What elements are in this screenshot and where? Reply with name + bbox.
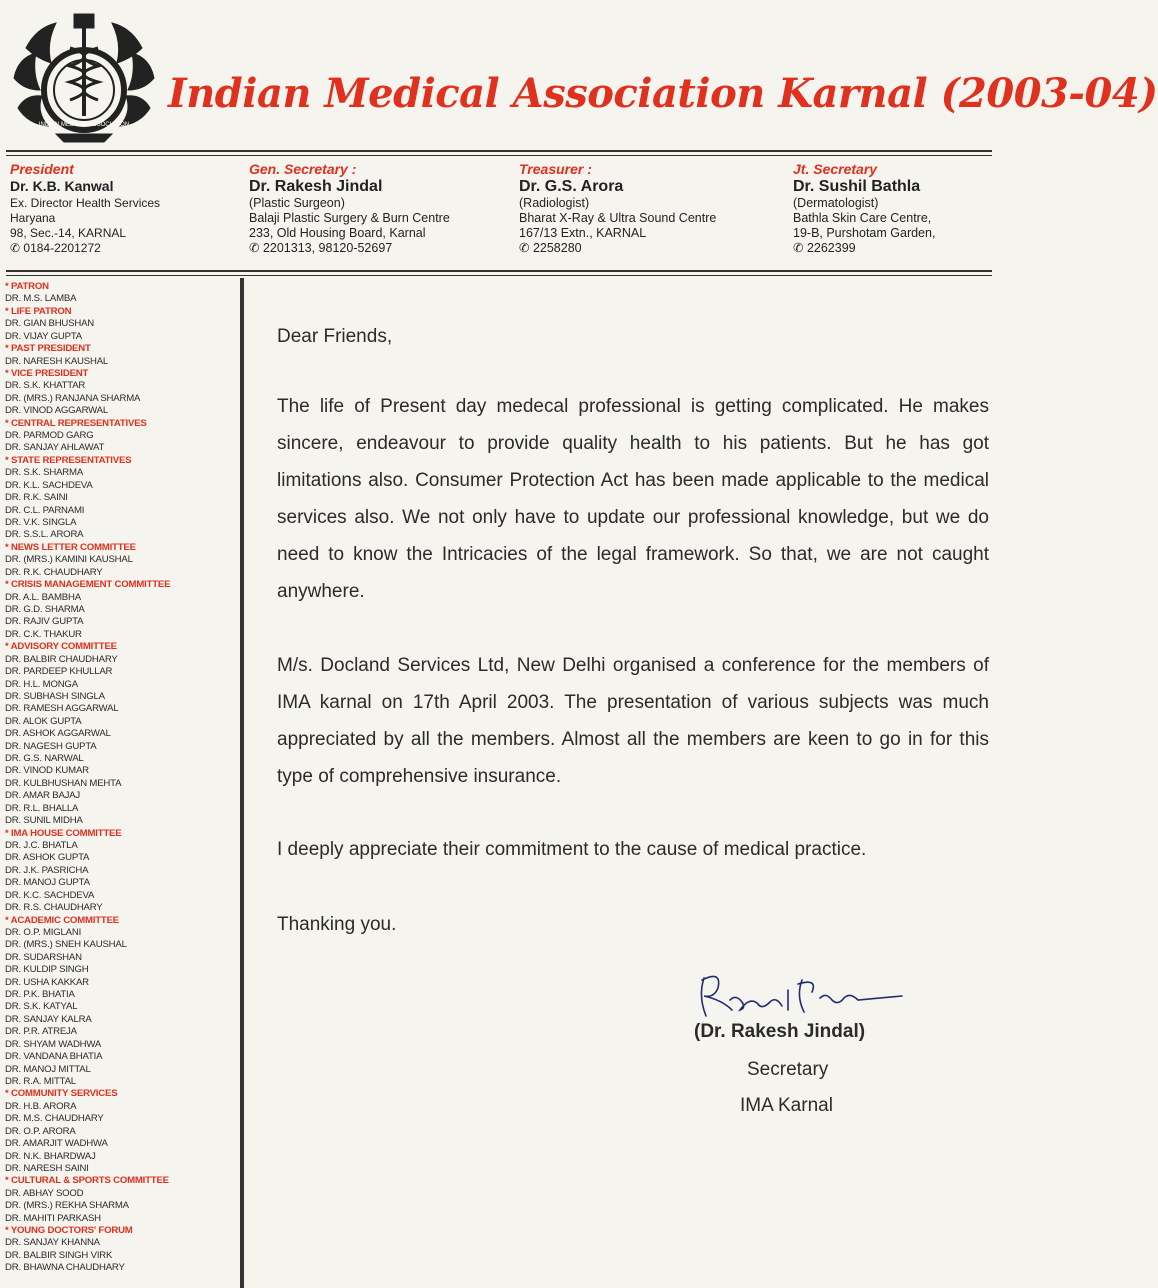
president-line: Haryana [10,211,56,225]
committee-member: DR. K.L. SACHDEVA [5,479,93,491]
committee-member: DR. NARESH KAUSHAL [5,355,109,367]
committee-member: DR. R.S. CHAUDHARY [5,902,103,914]
ima-emblem-logo [6,8,158,146]
letter-paragraph: I deeply appreciate their commitment to the cause of medical practice. [277,839,867,860]
committee-member: DR. SHYAM WADHWA [5,1038,102,1050]
salutation: Dear Friends, [277,326,393,347]
jt-secretary-line: Bathla Skin Care Centre, [793,211,932,225]
header-rule-top [6,150,992,152]
committee-member: DR. G.D. SHARMA [5,603,85,615]
committee-member: DR. NAGESH GUPTA [5,740,97,752]
president-line: 98, Sec.-14, KARNAL [10,226,127,240]
gen-secretary-line: ✆ 2201313, 98120-52697 [249,241,393,255]
committee-heading: * VICE PRESIDENT [5,367,89,379]
committee-member: DR. PARDEEP KHULLAR [5,666,113,678]
committee-heading: * YOUNG DOCTORS' FORUM [5,1225,133,1237]
committee-member: DR. SUNIL MIDHA [5,815,83,827]
committee-member: DR. VANDANA BHATIA [5,1051,103,1063]
president-line: Ex. Director Health Services [10,196,161,210]
committee-member: DR. RAMESH AGGARWAL [5,703,119,715]
committee-member: DR. MAHITI PARKASH [5,1212,101,1224]
letter-paragraph: The life of Present day medecal professional is getting complicated. He makes sincere, endeavour to provide quality health to his patients. But he has got limitations also. Consumer Protection Act has been made applicable to the medical services also. We not only have to update our professional knowledge, but we do need to know the Intricacies of the legal framework. So that, we are not caught anywhere. [277,396,989,602]
committee-heading: * CULTURAL & SPORTS COMMITTEE [5,1175,169,1187]
president-name: Dr. K.B. Kanwal [10,178,114,194]
jt-secretary-role: Jt. Secretary [793,161,878,177]
committee-member: DR. KULBHUSHAN MEHTA [5,777,122,789]
committee-member: DR. J.C. BHATLA [5,839,78,851]
header-rule-bottom-thin [6,275,992,276]
committee-member: DR. GIAN BHUSHAN [5,318,95,330]
committee-member: DR. ALOK GUPTA [5,715,82,727]
committee-heading: * IMA HOUSE COMMITTEE [5,827,122,839]
treasurer-line: ✆ 2258280 [519,241,582,255]
committee-member: DR. K.C. SACHDEVA [5,889,95,901]
treasurer-line: 167/13 Extn., KARNAL [519,226,647,240]
jt-secretary-line: 19-B, Purshotam Garden, [793,226,936,240]
committee-member: DR. R.K. CHAUDHARY [5,566,103,578]
committee-member: DR. P.R. ATREJA [5,1026,77,1038]
signatory-name: (Dr. Rakesh Jindal) [694,1021,866,1042]
association-title: Indian Medical Association Karnal (2003-04) [168,70,1158,117]
committee-member: DR. ASHOK AGGARWAL [5,728,111,740]
committee-member: DR. SUDARSHAN [5,951,82,963]
signatory-designation: Secretary [747,1059,829,1080]
committee-member: DR. M.S. CHAUDHARY [5,1113,104,1125]
header-rule-bottom [6,270,992,272]
committee-member: DR. G.S. NARWAL [5,753,84,765]
committee-member: DR. R.L. BHALLA [5,802,79,814]
committee-member: DR. N.K. BHARDWAJ [5,1150,96,1162]
committee-member: DR. (MRS.) SNEH KAUSHAL [5,939,127,951]
treasurer-line: (Radiologist) [519,196,590,210]
letter-paragraph: M/s. Docland Services Ltd, New Delhi organised a conference for the members of IMA karnal on 17th April 2003. The presentation of various subjects was much appreciated by all the members. Almost all the members are keen to go in for this type of comprehensive insurance. [277,655,989,787]
committee-member: DR. S.K. KATYAL [5,1001,78,1013]
committee-member: DR. P.K. BHATIA [5,989,75,1001]
committee-heading: * CRISIS MANAGEMENT COMMITTEE [5,579,171,591]
committee-member: DR. M.S. LAMBA [5,293,77,305]
committee-member: DR. (MRS.) RANJANA SHARMA [5,392,141,404]
committee-member: DR. ABHAY SOOD [5,1187,84,1199]
committee-member: DR. H.L. MONGA [5,678,78,690]
committee-heading: * ADVISORY COMMITTEE [5,641,117,653]
jt-secretary-line: (Dermatologist) [793,196,879,210]
sidebar-divider [240,278,244,1288]
gen-secretary-role: Gen. Secretary : [249,161,357,177]
gen-secretary-line: (Plastic Surgeon) [249,196,345,210]
committee-list [5,281,237,1275]
committee-member: DR. VINOD KUMAR [5,765,89,777]
committee-heading: * PATRON [5,281,49,292]
president-role: President [10,161,74,177]
committee-member: DR. S.S.L. ARORA [5,529,84,541]
committee-member: DR. PARMOD GARG [5,430,94,442]
committee-member: DR. USHA KAKKAR [5,976,89,988]
committee-member: DR. (MRS.) REKHA SHARMA [5,1200,129,1212]
committee-member: DR. AMARJIT WADHWA [5,1138,108,1150]
committee-member: DR. VINOD AGGARWAL [5,405,109,417]
committee-member: DR. R.K. SAINI [5,492,68,504]
committee-member: DR. SANJAY KALRA [5,1013,92,1025]
committee-member: DR. NARESH SAINI [5,1162,89,1174]
committee-member: DR. (MRS.) KAMINI KAUSHAL [5,554,133,566]
committee-member: DR. O.P. ARORA [5,1125,76,1137]
committee-member: DR. MANOJ MITTAL [5,1063,91,1075]
jt-secretary-block [793,162,993,256]
committee-heading: * PAST PRESIDENT [5,343,91,355]
header-rule-top-thin [6,155,992,156]
committee-heading: * NEWS LETTER COMMITTEE [5,541,136,553]
treasurer-name: Dr. G.S. Arora [519,178,624,195]
president-block [10,162,235,256]
gen-secretary-line: Balaji Plastic Surgery & Burn Centre [249,211,450,225]
committee-member: DR. C.L. PARNAMI [5,504,85,516]
committee-member: DR. SANJAY AHLAWAT [5,442,105,454]
committee-member: DR. SANJAY KHANNA [5,1237,100,1249]
committee-member: DR. BALBIR CHAUDHARY [5,653,118,665]
committee-member: DR. R.A. MITTAL [5,1076,76,1087]
committee-member: DR. H.B. ARORA [5,1100,77,1112]
committee-member: DR. BALBIR SINGH VIRK [5,1249,113,1261]
committee-member: DR. VIJAY GUPTA [5,330,82,342]
committee-member: DR. SUBHASH SINGLA [5,690,105,702]
jt-secretary-line: ✆ 2262399 [793,241,856,255]
handwritten-signature [692,966,912,1026]
gen-secretary-name: Dr. Rakesh Jindal [249,178,383,195]
committee-member: DR. S.K. KHATTAR [5,380,86,392]
treasurer-block [519,162,779,256]
committee-heading: * ACADEMIC COMMITTEE [5,914,119,926]
committee-member: DR. AMAR BAJAJ [5,790,81,802]
committee-heading: * LIFE PATRON [5,305,72,317]
svg-text:INDIAN MEDICAL ASSOCIATION: INDIAN MEDICAL ASSOCIATION [38,122,130,128]
committee-heading: * STATE REPRESENTATIVES [5,454,132,466]
closing: Thanking you. [277,914,397,935]
committee-member: DR. ASHOK GUPTA [5,852,90,864]
committee-member: DR. RAJIV GUPTA [5,616,84,628]
committee-member: DR. MANOJ GUPTA [5,877,90,889]
jt-secretary-name: Dr. Sushil Bathla [793,178,921,195]
committee-member: DR. C.K. THAKUR [5,628,82,640]
committee-member: DR. BHAWNA CHAUDHARY [5,1262,125,1274]
committee-member: DR. O.P. MIGLANI [5,926,82,938]
treasurer-line: Bharat X-Ray & Ultra Sound Centre [519,211,717,225]
treasurer-role: Treasurer : [519,161,592,177]
gen-secretary-block [249,162,509,256]
committee-member: DR. S.K. SHARMA [5,467,84,479]
president-line: ✆ 0184-2201272 [10,241,101,255]
committee-member: DR. A.L. BAMBHA [5,591,81,603]
committee-member: DR. KULDIP SINGH [5,964,89,976]
committee-member: DR. V.K. SINGLA [5,517,77,529]
committee-heading: * COMMUNITY SERVICES [5,1088,118,1100]
committee-heading: * CENTRAL REPRESENTATIVES [5,417,147,429]
signatory-organisation: IMA Karnal [740,1095,833,1116]
gen-secretary-line: 233, Old Housing Board, Karnal [249,226,426,240]
committee-member: DR. J.K. PASRICHA [5,864,89,876]
